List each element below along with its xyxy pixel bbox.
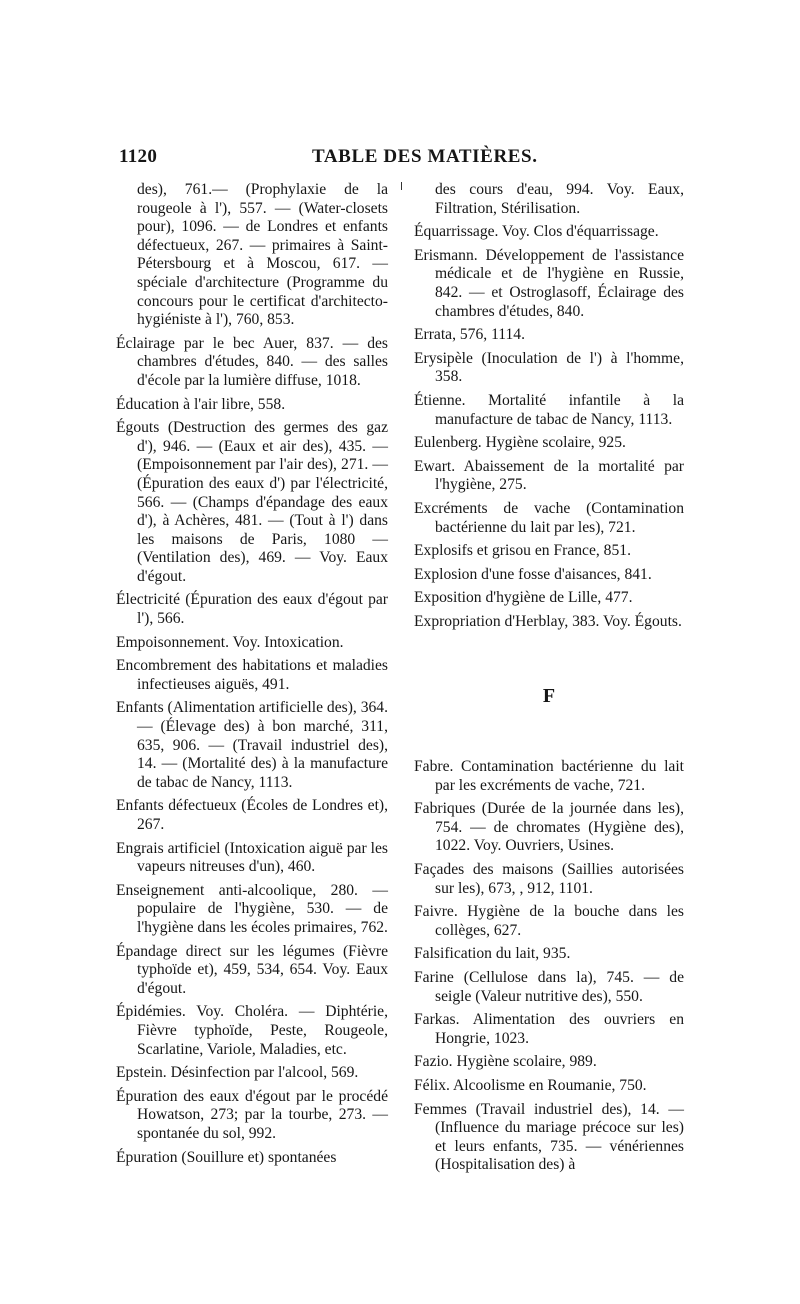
index-entry: Façades des maisons (Saillies autorisées sur les), 673, , 912, 1101.: [414, 861, 684, 897]
index-entry: Falsification du lait, 935.: [414, 945, 571, 963]
index-column-right: [414, 181, 684, 1180]
index-entry: Étienne. Mortalité infantile à la manufacture de tabac de Nancy, 1113.: [414, 391, 684, 428]
index-entry: Fabriques (Durée de la journée dans les), 754. — de chromates (Hygiène des), 1022. Voy. Ouvriers, Usines.: [414, 800, 684, 855]
index-column-left: [116, 181, 388, 1172]
index-entry: Exposition d'hygiène de Lille, 477.: [414, 589, 633, 607]
index-entry: Épandage direct sur les légumes (Fièvre typhoïde et), 459, 534, 654. Voy. Eaux d'égout.: [116, 942, 388, 997]
index-entry: Excréments de vache (Contamination bactérienne du lait par les), 721.: [414, 499, 684, 536]
index-entry: Erismann. Développement de l'assistance médicale et de l'hygiène en Russie, 842. — et Ostroglasoff, Éclairage des chambres d'études, 840.: [414, 246, 684, 320]
index-entry: Électricité (Épuration des eaux d'égout par l'), 566.: [116, 591, 388, 628]
index-entry: Enfants défectueux (Écoles de Londres et), 267.: [116, 797, 388, 833]
index-entry: Équarrissage. Voy. Clos d'équarrissage.: [414, 223, 659, 241]
index-entry: Épuration des eaux d'égout par le procédé Howatson, 273; par la tourbe, 273. — spontanée du sol, 992.: [116, 1087, 388, 1142]
index-entry: Erysipèle (Inoculation de l') à l'homme, 358.: [414, 349, 684, 386]
index-entry: Expropriation d'Herblay, 383. Voy. Égouts.: [414, 612, 682, 630]
index-entry: Eulenberg. Hygiène scolaire, 925.: [414, 434, 626, 452]
index-entry: Épuration (Souillure et) spontanées: [116, 1148, 337, 1166]
section-letter: F: [542, 685, 556, 708]
index-entry: Fazio. Hygiène scolaire, 989.: [414, 1053, 597, 1071]
running-title: TABLE DES MATIÈRES.: [312, 146, 538, 167]
index-entry: des cours d'eau, 994. Voy. Eaux, Filtration, Stérilisation.: [435, 181, 684, 217]
index-entry: Errata, 576, 1114.: [414, 326, 525, 344]
index-entry: Farkas. Alimentation des ouvriers en Hongrie, 1023.: [414, 1011, 684, 1047]
index-entry: Félix. Alcoolisme en Roumanie, 750.: [414, 1076, 647, 1094]
index-entry: Explosion d'une fosse d'aisances, 841.: [414, 565, 652, 583]
index-entry: Faivre. Hygiène de la bouche dans les collèges, 627.: [414, 903, 684, 939]
column-divider: [401, 182, 402, 190]
index-entry: Épidémies. Voy. Choléra. — Diphtérie, Fièvre typhoïde, Peste, Rougeole, Scarlatine, Variole, Maladies, etc.: [116, 1003, 388, 1058]
index-entry: Empoisonnement. Voy. Intoxication.: [116, 633, 344, 651]
index-entry: Éducation à l'air libre, 558.: [116, 395, 286, 413]
page-number: 1120: [119, 146, 158, 167]
index-entry: Égouts (Destruction des germes des gaz d'), 946. — (Eaux et air des), 435. — (Empoisonnement par l'air des), 271. — (Épuration des eaux d') par l'électricité, 566. — (Champs d'épandage des eaux d'), à Achères, 481. — (Tout à l') dans les maisons de Paris, 1080 — (Ventilation des), 469. — Voy. Eaux d'égout.: [116, 419, 388, 585]
index-entry: Ewart. Abaissement de la mortalité par l'hygiène, 275.: [414, 457, 684, 494]
index-entry: Epstein. Désinfection par l'alcool, 569.: [116, 1064, 359, 1082]
index-entry: Femmes (Travail industriel des), 14. — (Influence du mariage précoce sur les) et leurs enfants, 735. — vénériennes (Hospitalisation des) à: [414, 1100, 684, 1174]
index-entry: des), 761.— (Prophylaxie de la rougeole à l'), 557. — (Water-closets pour), 1096. — de Londres et enfants défectueux, 267. — primaires à Saint-Pétersbourg et à Moscou, 617. — spéciale d'architecture (Programme du concours pour le certificat d'architecto-hygiéniste à l'), 760, 853.: [137, 181, 388, 329]
index-entry: Fabre. Contamination bactérienne du lait par les excréments de vache, 721.: [414, 758, 684, 794]
index-entry: Encombrement des habitations et maladies infectieuses aiguës, 491.: [116, 657, 388, 693]
index-entry: Engrais artificiel (Intoxication aiguë par les vapeurs nitreuses d'un), 460.: [116, 839, 388, 876]
index-entry: Enseignement anti-alcoolique, 280. — populaire de l'hygiène, 530. — de l'hygiène dans les écoles primaires, 762.: [116, 881, 388, 936]
index-entry: Éclairage par le bec Auer, 837. — des chambres d'études, 840. — des salles d'école par la lumière diffuse, 1018.: [116, 334, 388, 389]
index-entry: Enfants (Alimentation artificielle des), 364. — (Élevage des) à bon marché, 311, 635, 906. — (Travail industriel des), 14. — (Mortalité des) à la manufacture de tabac de Nancy, 1113.: [116, 699, 388, 791]
index-entry: Explosifs et grisou en France, 851.: [414, 542, 631, 560]
index-entry: Farine (Cellulose dans la), 745. — de seigle (Valeur nutritive des), 550.: [414, 969, 684, 1005]
